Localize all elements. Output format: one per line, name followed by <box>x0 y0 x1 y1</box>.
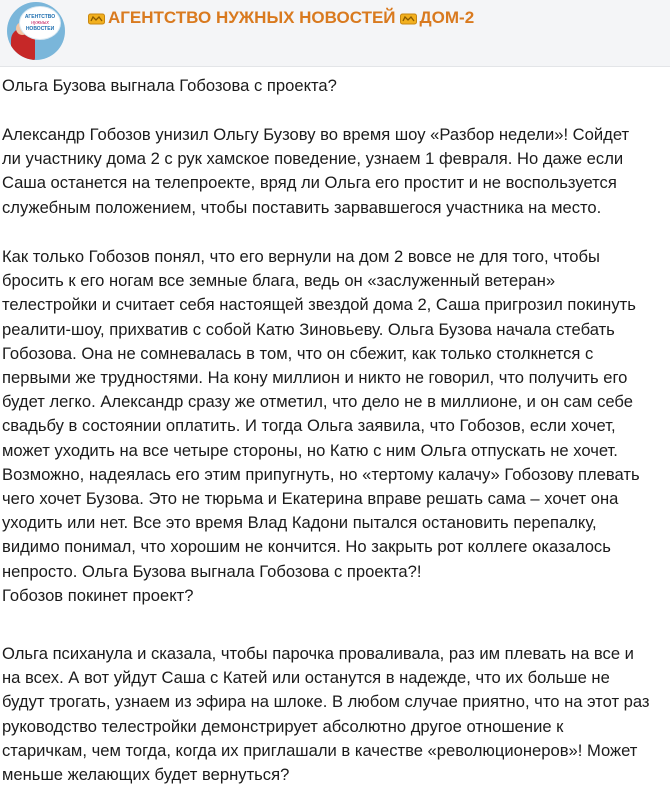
crown-emoji-icon <box>400 12 417 25</box>
channel-avatar[interactable] <box>7 2 65 60</box>
avatar-logo-line-3: НОВОСТЕЙ <box>25 26 55 32</box>
channel-title-main: АГЕНТСТВО НУЖНЫХ НОВОСТЕЙ <box>108 8 396 27</box>
channel-title[interactable] <box>88 6 478 30</box>
post-paragraph-3: Ольга психанула и сказала, чтобы парочка проваливала, раз им плевать на все и на всех. А вот уйдут Саша с Катей или останутся в надежде, что их больше не будут трогать, узнаем из эфира на шлоке. В любом случае приятно, что на этот раз руководство телестройки демонстрирует абсолютно другое отношение к старичкам, чем тогда, когда их приглашали в качестве «революционеров»! Может меньше желающих будет вернуться? <box>2 644 650 785</box>
post-paragraph-1: Александр Гобозов унизил Ольгу Бузову во время шоу «Разбор недели»! Сойдет ли участнику дома 2 с рук хамское поведение, узнаем 1 февраля. Но даже если Саша останется на телепроекте, вряд ли Ольга его простит и не воспользуется служебным положением, чтобы поставить зарвавшегося участника на место. <box>2 125 630 217</box>
post-paragraph-2: Как только Гобозов понял, что его вернули на дом 2 вовсе не для того, чтобы бросить к его ногам все земные блага, ведь он «заслуженный ветеран» телестройки и считает себя настоящей звездой дома 2, Саша пригрозил покинуть реалити-шоу, прихватив с собой Катю Зиновьеву. Ольга Бузова начала стебать Гобозова. Она не сомневалась в том, что он сбежит, как только столкнется с первыми же трудностями. На кону миллион и никто не говорил, что получить его будет легко. Александр сразу же отметил, что дело не в миллионе, и он сам себе свадьбу в состоянии оплатить. И тогда Ольга заявила, что Гобозов, если хочет, может уходить на все четыре стороны, но Катю с ним Ольга отпускать не хочет. Возможно, надеялась его этим припугнуть, но «тертому калачу» Гобозову плевать чего хочет Бузова. Это не тюрьма и Екатерина вправе решать сама – хочет она уходить или нет. Все это время Влад Кадони пытался остановить перепалку, видимо понимал, что хорошим не кончится. Но закрыть рот коллеге оказалось непросто. Ольга Бузова выгнала Гобозова с проекта?! Гобозов покинет проект? <box>2 247 640 605</box>
channel-title-sub: ДОМ-2 <box>419 8 475 27</box>
crown-emoji-icon <box>88 12 105 25</box>
avatar-logo <box>19 6 61 40</box>
avatar-logo-line-1: АГЕНТСТВО <box>24 14 56 20</box>
post-title: Ольга Бузова выгнала Гобозова с проекта? <box>2 76 337 95</box>
avatar-logo-line-2: нужных <box>31 20 49 26</box>
channel-header <box>0 0 670 67</box>
